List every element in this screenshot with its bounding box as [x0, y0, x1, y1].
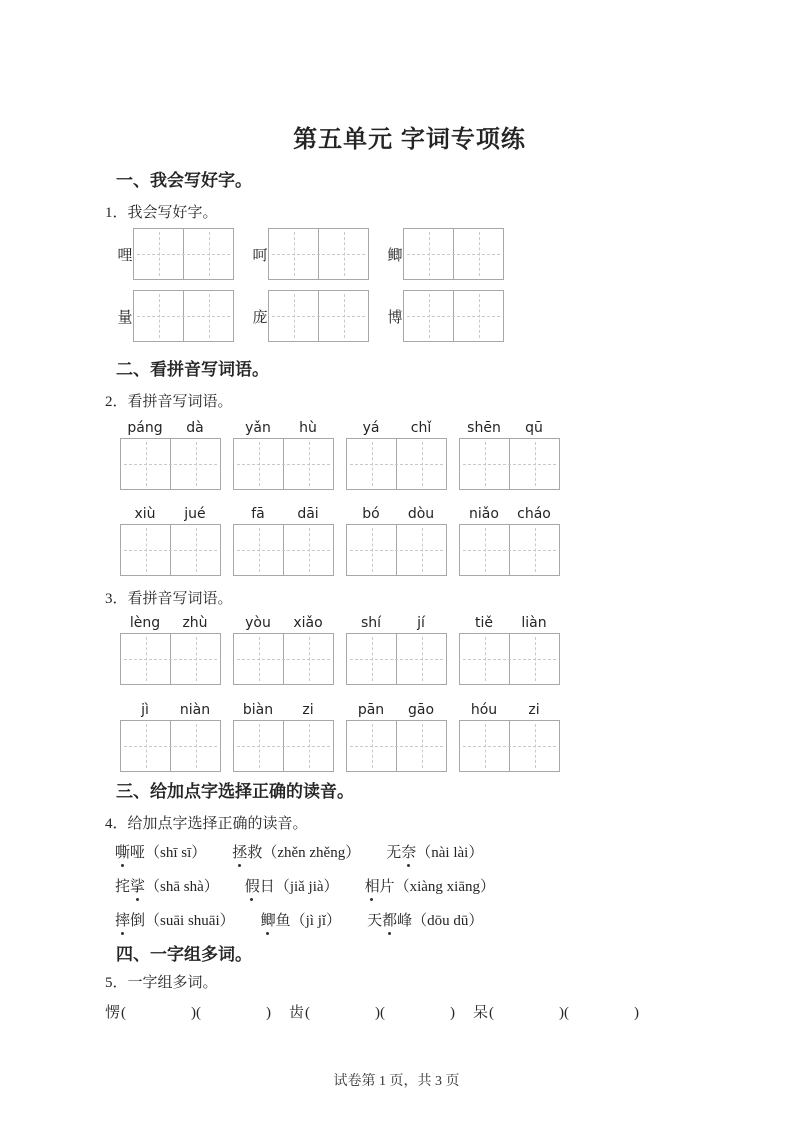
pinyin-group — [459, 703, 560, 772]
writing-grid — [268, 290, 369, 342]
pinyin-group — [233, 616, 334, 685]
pinyin-option: （xiàng xiāng） — [394, 879, 495, 895]
item-1-label: 1．我会写好字。 — [105, 205, 218, 221]
writing-grid — [133, 290, 234, 342]
word-grid — [120, 720, 221, 772]
dotted-char: 都 — [382, 913, 398, 929]
multi-word-unit — [105, 1004, 271, 1022]
reading-choice-line-3 — [115, 912, 723, 930]
pinyin-syllable: dòu — [407, 506, 435, 522]
item-4-label: 4．给加点字选择正确的读音。 — [105, 816, 308, 832]
write-unit — [252, 290, 369, 342]
pinyin-labels — [233, 616, 334, 630]
dotted-char: 挲 — [130, 879, 146, 895]
word-entry — [365, 878, 495, 896]
word-char: 日 — [259, 879, 275, 895]
pinyin-group — [120, 616, 221, 685]
dotted-char: 鲫 — [260, 913, 276, 929]
pinyin-syllable: bó — [362, 506, 380, 522]
item-5-label: 5．一字组多词。 — [105, 975, 218, 991]
pinyin-syllable: gāo — [407, 702, 435, 718]
pinyin-group — [120, 507, 221, 576]
multi-word-line — [105, 1004, 723, 1022]
writing-cell — [234, 634, 283, 684]
pinyin-labels — [233, 703, 334, 717]
word-grid — [120, 524, 221, 576]
character-label: 鲫 — [387, 247, 403, 264]
pinyin-syllable: zi — [302, 702, 314, 718]
dotted-char: 奈 — [401, 845, 417, 861]
paren-close: ) — [266, 1005, 272, 1021]
write-character-row-1 — [117, 228, 723, 280]
dotted-char: 摔 — [115, 913, 131, 929]
pinyin-syllable: zi — [528, 702, 540, 718]
paren-open: ( — [380, 1005, 386, 1021]
writing-cell — [396, 634, 446, 684]
word-grid — [459, 720, 560, 772]
writing-cell — [347, 439, 396, 489]
writing-cell — [269, 229, 318, 279]
pinyin-labels — [233, 421, 334, 435]
word-grid — [120, 633, 221, 685]
paren-close: ) — [450, 1005, 456, 1021]
paren-open: ( — [305, 1005, 311, 1021]
pinyin-row-1 — [120, 421, 723, 490]
writing-grid — [403, 290, 504, 342]
writing-cell — [396, 439, 446, 489]
pinyin-syllable: shí — [360, 615, 382, 631]
writing-cell — [460, 525, 509, 575]
pinyin-group — [233, 421, 334, 490]
pinyin-row-2 — [120, 507, 723, 576]
writing-cell — [134, 291, 183, 341]
pinyin-labels — [233, 507, 334, 521]
pinyin-labels — [346, 421, 447, 435]
paren-open: ( — [489, 1005, 495, 1021]
word-char: 无 — [386, 845, 402, 861]
pinyin-labels — [346, 703, 447, 717]
word-char: 天 — [367, 913, 383, 929]
writing-cell — [396, 525, 446, 575]
pinyin-option: （nài lài） — [416, 845, 484, 861]
item-3-label: 3．看拼音写词语。 — [105, 591, 233, 607]
pinyin-syllable: niǎo — [469, 506, 499, 522]
writing-cell — [347, 634, 396, 684]
writing-cell — [283, 634, 333, 684]
writing-cell — [283, 525, 333, 575]
word-grid — [233, 633, 334, 685]
writing-cell — [121, 439, 170, 489]
pinyin-labels — [459, 421, 560, 435]
pinyin-group — [346, 703, 447, 772]
writing-cell — [183, 229, 233, 279]
writing-cell — [509, 721, 559, 771]
word-grid — [233, 438, 334, 490]
section-two-heading: 二、看拼音写词语。 — [116, 360, 269, 379]
word-char: 哑 — [130, 845, 146, 861]
writing-cell — [396, 721, 446, 771]
pinyin-syllable: shēn — [467, 420, 501, 436]
pinyin-labels — [346, 616, 447, 630]
pinyin-syllable: dà — [186, 420, 204, 436]
character-label: 哩 — [117, 247, 133, 264]
pinyin-syllable: cháo — [517, 506, 551, 522]
writing-cell — [170, 525, 220, 575]
pinyin-row-3 — [120, 616, 723, 685]
pinyin-option: （jì jǐ） — [290, 913, 342, 929]
write-unit — [117, 228, 234, 280]
pinyin-option: （shī sī） — [145, 845, 207, 861]
writing-cell — [509, 634, 559, 684]
pinyin-syllable: xiù — [134, 506, 156, 522]
writing-cell — [234, 525, 283, 575]
pinyin-labels — [120, 703, 221, 717]
reading-choice-line-1 — [115, 844, 723, 862]
writing-cell — [453, 229, 503, 279]
pinyin-group — [346, 507, 447, 576]
character-label: 博 — [387, 309, 403, 326]
pinyin-group — [459, 616, 560, 685]
pinyin-option: （jiǎ jià） — [274, 879, 339, 895]
pinyin-group — [346, 421, 447, 490]
writing-cell — [460, 634, 509, 684]
dotted-char: 拯 — [232, 845, 248, 861]
pinyin-option: （zhěn zhěng） — [262, 845, 361, 861]
word-char: 峰 — [397, 913, 413, 929]
dotted-char: 嘶 — [115, 845, 131, 861]
paren-open: ( — [196, 1005, 202, 1021]
writing-grid — [133, 228, 234, 280]
word-char: 鱼 — [275, 913, 291, 929]
writing-cell — [170, 634, 220, 684]
section-three-heading: 三、给加点字选择正确的读音。 — [116, 782, 354, 801]
word-entry — [115, 844, 206, 862]
writing-cell — [234, 439, 283, 489]
word-grid — [459, 633, 560, 685]
word-grid — [120, 438, 221, 490]
writing-cell — [460, 721, 509, 771]
word-char: 倒 — [130, 913, 146, 929]
writing-cell — [460, 439, 509, 489]
pinyin-syllable: jì — [141, 702, 149, 718]
character-label: 呵 — [252, 247, 268, 264]
pinyin-labels — [120, 616, 221, 630]
word-entry — [115, 878, 219, 896]
word-grid — [346, 633, 447, 685]
writing-cell — [134, 229, 183, 279]
character-label: 庞 — [252, 309, 268, 326]
base-char: 愣 — [105, 1005, 121, 1021]
writing-cell — [509, 439, 559, 489]
pinyin-row-4 — [120, 703, 723, 772]
pinyin-syllable: hóu — [470, 702, 498, 718]
word-grid — [459, 524, 560, 576]
base-char: 齿 — [289, 1005, 305, 1021]
paren-open: ( — [564, 1005, 570, 1021]
page-content — [0, 127, 793, 1022]
word-grid — [346, 524, 447, 576]
pinyin-group — [459, 421, 560, 490]
write-unit — [117, 290, 234, 342]
writing-cell — [269, 291, 318, 341]
pinyin-syllable: lèng — [129, 615, 161, 631]
pinyin-syllable: yǎn — [245, 420, 271, 436]
writing-cell — [283, 439, 333, 489]
writing-cell — [170, 721, 220, 771]
writing-cell — [121, 634, 170, 684]
writing-grid — [403, 228, 504, 280]
writing-cell — [283, 721, 333, 771]
pinyin-syllable: hù — [299, 420, 317, 436]
writing-cell — [318, 291, 368, 341]
pinyin-group — [120, 421, 221, 490]
section-one-heading: 一、我会写好字。 — [116, 171, 252, 190]
multi-word-unit — [289, 1004, 455, 1022]
multi-word-unit — [473, 1004, 639, 1022]
pinyin-labels — [120, 421, 221, 435]
page-footer: 试卷第 1 页，共 3 页 — [333, 1074, 460, 1089]
writing-cell — [453, 291, 503, 341]
word-grid — [346, 720, 447, 772]
write-character-row-2 — [117, 290, 723, 342]
word-char: 挓 — [115, 879, 131, 895]
word-entry — [367, 912, 483, 930]
word-char: 救 — [247, 845, 263, 861]
dotted-char: 假 — [244, 879, 260, 895]
writing-cell — [318, 229, 368, 279]
section-four-heading: 四、一字组多词。 — [116, 945, 252, 964]
pinyin-syllable: niàn — [179, 702, 211, 718]
pinyin-group — [120, 703, 221, 772]
pinyin-syllable: zhù — [182, 615, 208, 631]
writing-grid — [268, 228, 369, 280]
word-entry — [261, 912, 341, 930]
pinyin-syllable: páng — [127, 420, 163, 436]
paren-open: ( — [121, 1005, 127, 1021]
pinyin-option: （suāi shuāi） — [145, 913, 235, 929]
pinyin-syllable: liàn — [521, 615, 547, 631]
pinyin-syllable: pān — [357, 702, 385, 718]
pinyin-syllable: fā — [251, 506, 265, 522]
pinyin-labels — [459, 507, 560, 521]
writing-cell — [121, 721, 170, 771]
base-char: 呆 — [473, 1005, 489, 1021]
writing-cell — [234, 721, 283, 771]
pinyin-syllable: jí — [417, 615, 425, 631]
word-grid — [233, 720, 334, 772]
writing-cell — [183, 291, 233, 341]
pinyin-syllable: xiǎo — [293, 615, 323, 631]
pinyin-syllable: dāi — [297, 506, 319, 522]
item-2-label: 2．看拼音写词语。 — [105, 394, 233, 410]
writing-cell — [347, 721, 396, 771]
pinyin-labels — [459, 616, 560, 630]
write-unit — [387, 228, 504, 280]
writing-cell — [170, 439, 220, 489]
character-label: 量 — [117, 309, 133, 326]
pinyin-syllable: yòu — [245, 615, 271, 631]
writing-cell — [404, 229, 453, 279]
pinyin-labels — [120, 507, 221, 521]
writing-cell — [404, 291, 453, 341]
writing-cell — [509, 525, 559, 575]
word-grid — [346, 438, 447, 490]
write-unit — [252, 228, 369, 280]
paren-close: ) — [634, 1005, 640, 1021]
paren-close: ) — [375, 1005, 381, 1021]
pinyin-labels — [346, 507, 447, 521]
pinyin-syllable: jué — [184, 506, 206, 522]
word-char: 片 — [379, 879, 395, 895]
pinyin-syllable: tiě — [475, 615, 493, 631]
word-entry — [245, 878, 339, 896]
pinyin-syllable: biàn — [242, 702, 274, 718]
paren-close: ) — [559, 1005, 565, 1021]
pinyin-syllable: qū — [525, 420, 543, 436]
word-grid — [233, 524, 334, 576]
pinyin-labels — [459, 703, 560, 717]
writing-cell — [347, 525, 396, 575]
word-entry — [115, 912, 235, 930]
pinyin-option: （shā shà） — [145, 879, 219, 895]
writing-cell — [121, 525, 170, 575]
pinyin-group — [233, 703, 334, 772]
pinyin-syllable: chǐ — [410, 420, 432, 436]
paren-close: ) — [191, 1005, 197, 1021]
pinyin-option: （dōu dū） — [412, 913, 484, 929]
dotted-char: 相 — [364, 879, 380, 895]
pinyin-group — [459, 507, 560, 576]
word-entry — [386, 844, 483, 862]
word-grid — [459, 438, 560, 490]
pinyin-group — [233, 507, 334, 576]
reading-choice-line-2 — [115, 878, 723, 896]
write-unit — [387, 290, 504, 342]
pinyin-syllable: yá — [362, 420, 380, 436]
pinyin-group — [346, 616, 447, 685]
word-entry — [232, 844, 360, 862]
page-title: 第五单元 字词专项练 — [293, 126, 526, 153]
